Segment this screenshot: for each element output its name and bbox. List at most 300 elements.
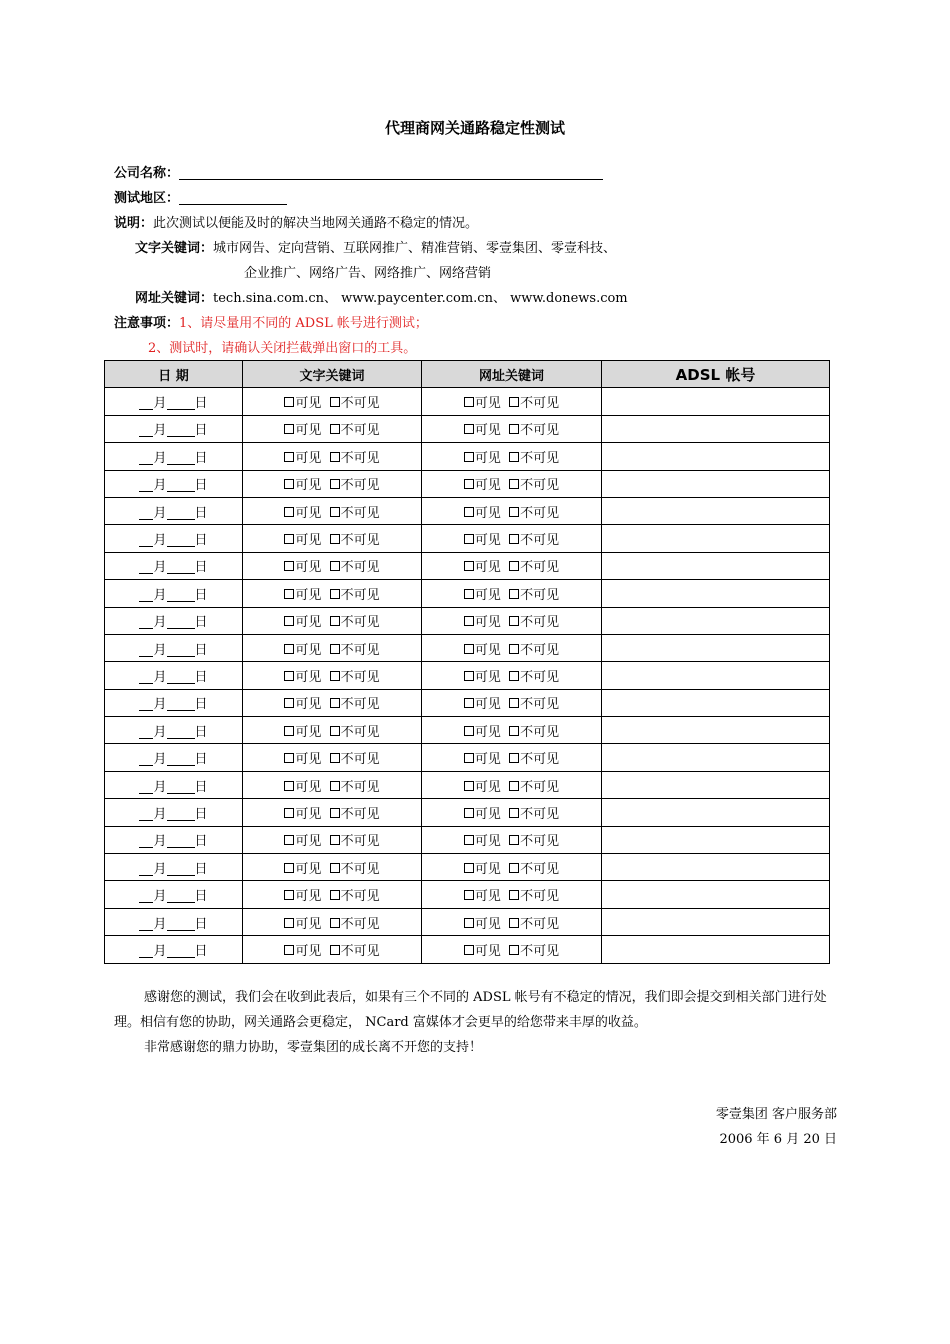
url-keyword-visible-label: 可见 — [474, 943, 501, 959]
month-blank[interactable] — [139, 477, 153, 492]
month-blank[interactable] — [139, 833, 153, 848]
day-label: 日 — [194, 642, 208, 658]
note-1: 1、请尽量用不同的 ADSL 帐号进行测试； — [179, 316, 428, 331]
checkbox-icon[interactable] — [284, 424, 294, 434]
checkbox-icon[interactable] — [509, 726, 519, 736]
table-row — [105, 525, 830, 552]
test-region-row — [114, 190, 287, 208]
day-blank[interactable] — [167, 888, 195, 903]
url-keyword-cell — [422, 826, 602, 853]
adsl-account-cell[interactable] — [602, 826, 830, 853]
day-label: 日 — [194, 806, 208, 822]
text-keyword-visible-label: 可见 — [295, 396, 322, 412]
text-keyword-cell — [243, 881, 422, 908]
month-blank[interactable] — [139, 916, 153, 931]
text-keyword-cell — [243, 415, 422, 442]
day-blank[interactable] — [167, 395, 195, 410]
adsl-account-cell[interactable] — [602, 717, 830, 744]
url-keyword-invisible-label: 不可见 — [520, 779, 560, 795]
text-keyword-visible-label: 可见 — [295, 697, 322, 713]
url-keyword-visible-label: 可见 — [474, 697, 501, 713]
url-keyword-invisible-label: 不可见 — [520, 861, 560, 877]
checkbox-icon[interactable] — [330, 890, 340, 900]
checkbox-icon[interactable] — [284, 507, 294, 517]
date-cell — [105, 854, 243, 881]
text-keyword-invisible-label: 不可见 — [340, 587, 380, 603]
url-keyword-visible-label: 可见 — [474, 505, 501, 521]
day-blank[interactable] — [167, 559, 195, 574]
month-label: 月 — [153, 697, 167, 713]
text-keyword-cell — [243, 470, 422, 497]
adsl-account-cell[interactable] — [602, 443, 830, 470]
url-keyword-invisible-label: 不可见 — [520, 806, 560, 822]
checkbox-icon[interactable] — [464, 835, 474, 845]
checkbox-icon[interactable] — [330, 863, 340, 873]
checkbox-icon[interactable] — [509, 534, 519, 544]
adsl-account-cell[interactable] — [602, 552, 830, 579]
checkbox-icon[interactable] — [509, 397, 519, 407]
checkbox-icon[interactable] — [509, 945, 519, 955]
checkbox-icon[interactable] — [464, 507, 474, 517]
day-label: 日 — [194, 916, 208, 932]
header-adsl-account: ADSL 帐号 — [602, 361, 830, 388]
url-keyword-invisible-label: 不可见 — [520, 752, 560, 768]
checkbox-icon[interactable] — [284, 945, 294, 955]
checkbox-icon[interactable] — [284, 671, 294, 681]
adsl-account-cell[interactable] — [602, 799, 830, 826]
month-blank[interactable] — [139, 669, 153, 684]
month-blank[interactable] — [139, 943, 153, 958]
date-cell — [105, 717, 243, 744]
text-keyword-cell — [243, 799, 422, 826]
text-keyword-invisible-label: 不可见 — [340, 861, 380, 877]
checkbox-icon[interactable] — [330, 671, 340, 681]
month-label: 月 — [153, 861, 167, 877]
day-label: 日 — [194, 396, 208, 412]
text-keyword-cell — [243, 717, 422, 744]
table-header-row — [105, 361, 830, 388]
day-blank[interactable] — [167, 642, 195, 657]
month-label: 月 — [153, 834, 167, 850]
checkbox-icon[interactable] — [509, 644, 519, 654]
month-blank[interactable] — [139, 505, 153, 520]
checkbox-icon[interactable] — [330, 698, 340, 708]
month-blank[interactable] — [139, 422, 153, 437]
checkbox-icon[interactable] — [464, 671, 474, 681]
month-label: 月 — [153, 724, 167, 740]
checkbox-icon[interactable] — [509, 671, 519, 681]
url-keyword-visible-label: 可见 — [474, 752, 501, 768]
text-keyword-visible-label: 可见 — [295, 724, 322, 740]
table-row — [105, 881, 830, 908]
checkbox-icon[interactable] — [464, 479, 474, 489]
checkbox-icon[interactable] — [464, 863, 474, 873]
checkbox-icon[interactable] — [509, 561, 519, 571]
url-keyword-visible-label: 可见 — [474, 642, 501, 658]
checkbox-icon[interactable] — [284, 644, 294, 654]
month-blank[interactable] — [139, 559, 153, 574]
checkbox-icon[interactable] — [509, 835, 519, 845]
url-keyword-cell — [422, 497, 602, 524]
text-keyword-invisible-label: 不可见 — [340, 916, 380, 932]
table-row — [105, 854, 830, 881]
checkbox-icon[interactable] — [509, 424, 519, 434]
adsl-account-cell[interactable] — [602, 908, 830, 935]
date-cell — [105, 936, 243, 963]
checkbox-icon[interactable] — [509, 479, 519, 489]
day-blank[interactable] — [167, 505, 195, 520]
checkbox-icon[interactable] — [464, 644, 474, 654]
text-keyword-invisible-label: 不可见 — [340, 505, 380, 521]
checkbox-icon[interactable] — [284, 397, 294, 407]
checkbox-icon[interactable] — [464, 698, 474, 708]
month-blank[interactable] — [139, 532, 153, 547]
page-title: 代理商网关通路稳定性测试 — [384, 119, 565, 137]
day-label: 日 — [194, 505, 208, 521]
checkbox-icon[interactable] — [330, 753, 340, 763]
checkbox-icon[interactable] — [284, 698, 294, 708]
day-blank[interactable] — [167, 724, 195, 739]
text-keyword-visible-label: 可见 — [295, 533, 322, 549]
checkbox-icon[interactable] — [284, 726, 294, 736]
text-keyword-invisible-label: 不可见 — [340, 724, 380, 740]
text-keyword-visible-label: 可见 — [295, 505, 322, 521]
text-keyword-cell — [243, 607, 422, 634]
checkbox-icon[interactable] — [509, 452, 519, 462]
checkbox-icon[interactable] — [464, 753, 474, 763]
url-keyword-cell — [422, 662, 602, 689]
day-blank[interactable] — [167, 477, 195, 492]
url-keyword-invisible-label: 不可见 — [520, 724, 560, 740]
checkbox-icon[interactable] — [330, 808, 340, 818]
month-label: 月 — [153, 642, 167, 658]
checkbox-icon[interactable] — [330, 918, 340, 928]
table-row — [105, 799, 830, 826]
day-blank[interactable] — [167, 587, 195, 602]
month-label: 月 — [153, 396, 167, 412]
url-keyword-cell — [422, 881, 602, 908]
date-cell — [105, 607, 243, 634]
adsl-account-cell[interactable] — [602, 415, 830, 442]
checkbox-icon[interactable] — [330, 424, 340, 434]
day-label: 日 — [194, 724, 208, 740]
url-keyword-cell — [422, 771, 602, 798]
url-keyword-visible-label: 可见 — [474, 724, 501, 740]
checkbox-icon[interactable] — [284, 918, 294, 928]
month-label: 月 — [153, 587, 167, 603]
checkbox-icon[interactable] — [330, 616, 340, 626]
checkbox-icon[interactable] — [509, 808, 519, 818]
company-name-field[interactable] — [179, 165, 603, 180]
checkbox-icon[interactable] — [330, 452, 340, 462]
month-label: 月 — [153, 615, 167, 631]
checkbox-icon[interactable] — [330, 589, 340, 599]
month-blank[interactable] — [139, 395, 153, 410]
adsl-account-cell[interactable] — [602, 936, 830, 963]
checkbox-icon[interactable] — [284, 835, 294, 845]
checkbox-icon[interactable] — [284, 561, 294, 571]
url-keyword-invisible-label: 不可见 — [520, 916, 560, 932]
day-blank[interactable] — [167, 614, 195, 629]
date-cell — [105, 552, 243, 579]
checkbox-icon[interactable] — [509, 890, 519, 900]
adsl-account-cell[interactable] — [602, 580, 830, 607]
url-keyword-cell — [422, 634, 602, 661]
day-label: 日 — [194, 752, 208, 768]
table-row — [105, 497, 830, 524]
adsl-account-cell[interactable] — [602, 771, 830, 798]
url-keyword-cell — [422, 443, 602, 470]
text-keywords-line2: 企业推广、网络广告、网络推广、网络营销 — [244, 266, 492, 281]
checkbox-icon[interactable] — [330, 507, 340, 517]
day-blank[interactable] — [167, 806, 195, 821]
text-keyword-cell — [243, 662, 422, 689]
date-cell — [105, 662, 243, 689]
checkbox-icon[interactable] — [330, 835, 340, 845]
url-keyword-invisible-label: 不可见 — [520, 943, 560, 959]
checkbox-icon[interactable] — [509, 589, 519, 599]
day-label: 日 — [194, 669, 208, 685]
url-keyword-invisible-label: 不可见 — [520, 505, 560, 521]
table-row — [105, 936, 830, 963]
text-keyword-cell — [243, 525, 422, 552]
url-keywords-label: 网址关键词： — [135, 291, 214, 306]
month-blank[interactable] — [139, 779, 153, 794]
text-keyword-visible-label: 可见 — [295, 861, 322, 877]
month-label: 月 — [153, 943, 167, 959]
checkbox-icon[interactable] — [284, 589, 294, 599]
table-row — [105, 552, 830, 579]
adsl-account-cell[interactable] — [602, 525, 830, 552]
checkbox-icon[interactable] — [464, 918, 474, 928]
checkbox-icon[interactable] — [464, 890, 474, 900]
text-keyword-visible-label: 可见 — [295, 943, 322, 959]
url-keyword-cell — [422, 580, 602, 607]
day-label: 日 — [194, 779, 208, 795]
date-cell — [105, 470, 243, 497]
day-blank[interactable] — [167, 450, 195, 465]
day-blank[interactable] — [167, 532, 195, 547]
checkbox-icon[interactable] — [284, 890, 294, 900]
checkbox-icon[interactable] — [284, 808, 294, 818]
checkbox-icon[interactable] — [464, 397, 474, 407]
checkbox-icon[interactable] — [330, 644, 340, 654]
company-name-row — [114, 165, 603, 183]
day-label: 日 — [194, 478, 208, 494]
adsl-account-cell[interactable] — [602, 607, 830, 634]
checkbox-icon[interactable] — [509, 753, 519, 763]
text-keyword-invisible-label: 不可见 — [340, 642, 380, 658]
checkbox-icon[interactable] — [509, 863, 519, 873]
text-keyword-invisible-label: 不可见 — [340, 834, 380, 850]
adsl-account-cell[interactable] — [602, 689, 830, 716]
month-blank[interactable] — [139, 450, 153, 465]
checkbox-icon[interactable] — [284, 863, 294, 873]
day-label: 日 — [194, 943, 208, 959]
adsl-account-cell[interactable] — [602, 854, 830, 881]
date-cell — [105, 525, 243, 552]
text-keyword-invisible-label: 不可见 — [340, 615, 380, 631]
checkbox-icon[interactable] — [284, 452, 294, 462]
checkbox-icon[interactable] — [330, 726, 340, 736]
date-cell — [105, 580, 243, 607]
url-keyword-cell — [422, 388, 602, 415]
url-keyword-visible-label: 可见 — [474, 533, 501, 549]
checkbox-icon[interactable] — [330, 534, 340, 544]
checkbox-icon[interactable] — [509, 781, 519, 791]
day-blank[interactable] — [167, 696, 195, 711]
date-cell — [105, 771, 243, 798]
adsl-account-cell[interactable] — [602, 388, 830, 415]
table-row — [105, 744, 830, 771]
checkbox-icon[interactable] — [284, 781, 294, 791]
adsl-account-cell[interactable] — [602, 470, 830, 497]
text-keyword-visible-label: 可见 — [295, 423, 322, 439]
checkbox-icon[interactable] — [330, 397, 340, 407]
day-label: 日 — [194, 560, 208, 576]
adsl-account-cell[interactable] — [602, 497, 830, 524]
url-keyword-visible-label: 可见 — [474, 478, 501, 494]
month-blank[interactable] — [139, 696, 153, 711]
day-label: 日 — [194, 587, 208, 603]
checkbox-icon[interactable] — [464, 945, 474, 955]
url-keywords-row — [135, 290, 628, 308]
text-keyword-invisible-label: 不可见 — [340, 669, 380, 685]
text-keyword-invisible-label: 不可见 — [340, 478, 380, 494]
url-keyword-visible-label: 可见 — [474, 861, 501, 877]
text-keyword-visible-label: 可见 — [295, 669, 322, 685]
checkbox-icon[interactable] — [330, 561, 340, 571]
url-keyword-visible-label: 可见 — [474, 669, 501, 685]
month-blank[interactable] — [139, 614, 153, 629]
checkbox-icon[interactable] — [464, 534, 474, 544]
table-row — [105, 826, 830, 853]
url-keyword-visible-label: 可见 — [474, 834, 501, 850]
adsl-account-cell[interactable] — [602, 662, 830, 689]
checkbox-icon[interactable] — [464, 589, 474, 599]
table-row — [105, 580, 830, 607]
table-row — [105, 634, 830, 661]
checkbox-icon[interactable] — [464, 452, 474, 462]
day-blank[interactable] — [167, 943, 195, 958]
date-cell — [105, 415, 243, 442]
url-keyword-cell — [422, 854, 602, 881]
adsl-account-cell[interactable] — [602, 634, 830, 661]
closing-paragraph-1: 感谢您的测试，我们会在收到此表后，如果有三个不同的 ADSL 帐号有不稳定的情况，我们即会提交到相关部门进行处理。相信有您的协助，网关通路会更稳定， NCard 富媒体才会更早的给您带来丰厚的收益。 — [114, 990, 827, 1030]
description-row — [114, 215, 478, 233]
day-blank[interactable] — [167, 751, 195, 766]
checkbox-icon[interactable] — [284, 479, 294, 489]
url-keyword-visible-label: 可见 — [474, 450, 501, 466]
checkbox-icon[interactable] — [464, 616, 474, 626]
checkbox-icon[interactable] — [464, 561, 474, 571]
day-blank[interactable] — [167, 916, 195, 931]
url-keyword-visible-label: 可见 — [474, 916, 501, 932]
table-row — [105, 388, 830, 415]
day-blank[interactable] — [167, 779, 195, 794]
text-keyword-invisible-label: 不可见 — [340, 943, 380, 959]
text-keyword-invisible-label: 不可见 — [340, 396, 380, 412]
month-label: 月 — [153, 478, 167, 494]
note-2: 2、测试时，请确认关闭拦截弹出窗口的工具。 — [148, 341, 417, 356]
text-keyword-visible-label: 可见 — [295, 478, 322, 494]
month-blank[interactable] — [139, 587, 153, 602]
checkbox-icon[interactable] — [509, 918, 519, 928]
checkbox-icon[interactable] — [509, 507, 519, 517]
adsl-account-cell[interactable] — [602, 881, 830, 908]
day-blank[interactable] — [167, 422, 195, 437]
date-cell — [105, 881, 243, 908]
checkbox-icon[interactable] — [464, 808, 474, 818]
text-keyword-cell — [243, 552, 422, 579]
table-row — [105, 908, 830, 935]
month-label: 月 — [153, 450, 167, 466]
url-keyword-invisible-label: 不可见 — [520, 478, 560, 494]
url-keyword-cell — [422, 908, 602, 935]
url-keyword-cell — [422, 525, 602, 552]
text-keyword-cell — [243, 744, 422, 771]
month-blank[interactable] — [139, 751, 153, 766]
header-text-keywords: 文字关键词 — [243, 361, 422, 388]
checkbox-icon[interactable] — [464, 424, 474, 434]
text-keyword-invisible-label: 不可见 — [340, 423, 380, 439]
checkbox-icon[interactable] — [330, 781, 340, 791]
text-keyword-cell — [243, 826, 422, 853]
url-keyword-cell — [422, 607, 602, 634]
url-keyword-visible-label: 可见 — [474, 587, 501, 603]
month-label: 月 — [153, 423, 167, 439]
checkbox-icon[interactable] — [284, 534, 294, 544]
text-keyword-cell — [243, 936, 422, 963]
month-label: 月 — [153, 560, 167, 576]
month-blank[interactable] — [139, 642, 153, 657]
text-keyword-cell — [243, 854, 422, 881]
checkbox-icon[interactable] — [464, 726, 474, 736]
checkbox-icon[interactable] — [330, 479, 340, 489]
day-blank[interactable] — [167, 861, 195, 876]
table-row — [105, 689, 830, 716]
checkbox-icon[interactable] — [284, 753, 294, 763]
checkbox-icon[interactable] — [330, 945, 340, 955]
checkbox-icon[interactable] — [284, 616, 294, 626]
checkbox-icon[interactable] — [464, 781, 474, 791]
url-keyword-invisible-label: 不可见 — [520, 423, 560, 439]
url-keyword-invisible-label: 不可见 — [520, 889, 560, 905]
text-keyword-cell — [243, 580, 422, 607]
adsl-account-cell[interactable] — [602, 744, 830, 771]
closing-paragraph-2: 非常感谢您的鼎力协助，零壹集团的成长离不开您的支持！ — [144, 1040, 483, 1055]
checkbox-icon[interactable] — [509, 698, 519, 708]
day-blank[interactable] — [167, 669, 195, 684]
date-cell — [105, 799, 243, 826]
date-cell — [105, 388, 243, 415]
text-keyword-cell — [243, 908, 422, 935]
month-blank[interactable] — [139, 888, 153, 903]
url-keyword-invisible-label: 不可见 — [520, 533, 560, 549]
checkbox-icon[interactable] — [509, 616, 519, 626]
signature-department: 零壹集团 客户服务部 — [715, 1107, 837, 1122]
month-blank[interactable] — [139, 861, 153, 876]
day-label: 日 — [194, 834, 208, 850]
month-blank[interactable] — [139, 724, 153, 739]
date-cell — [105, 689, 243, 716]
test-region-field[interactable] — [179, 190, 287, 205]
url-keyword-invisible-label: 不可见 — [520, 450, 560, 466]
url-keyword-cell — [422, 936, 602, 963]
month-blank[interactable] — [139, 806, 153, 821]
day-blank[interactable] — [167, 833, 195, 848]
text-keyword-cell — [243, 689, 422, 716]
